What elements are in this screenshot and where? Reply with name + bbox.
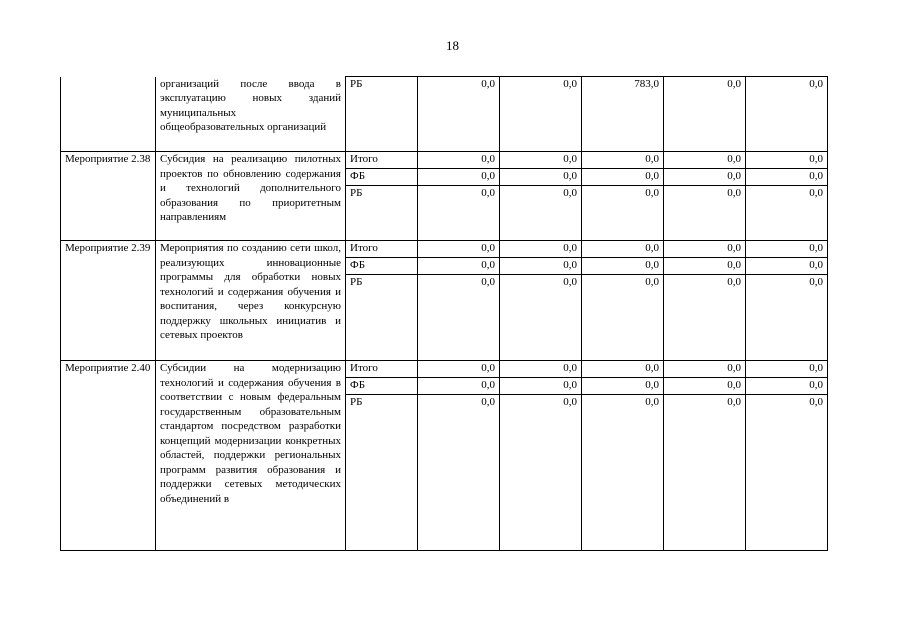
value-cell: 0,0 <box>418 258 500 275</box>
value-cell: 0,0 <box>664 186 746 241</box>
value-cell: 0,0 <box>418 275 500 361</box>
measure-description-cell: Субсидия на реализацию пилотных проектов по обновлению содержания и технологий дополнительного образования по приоритетным направлениям <box>156 152 346 241</box>
value-cell: 0,0 <box>664 77 746 152</box>
value-cell: 0,0 <box>418 169 500 186</box>
value-cell: 0,0 <box>418 186 500 241</box>
value-cell: 0,0 <box>664 152 746 169</box>
value-cell: 0,0 <box>746 395 828 551</box>
funding-source-cell: РБ <box>346 275 418 361</box>
table-row <box>61 77 828 152</box>
value-cell: 0,0 <box>582 241 664 258</box>
value-cell: 0,0 <box>500 241 582 258</box>
value-cell: 0,0 <box>418 378 500 395</box>
value-cell: 783,0 <box>582 77 664 152</box>
value-cell: 0,0 <box>746 77 828 152</box>
value-cell: 0,0 <box>664 169 746 186</box>
value-cell: 0,0 <box>500 275 582 361</box>
value-cell: 0,0 <box>582 361 664 378</box>
value-cell: 0,0 <box>418 395 500 551</box>
funding-source-cell: ФБ <box>346 258 418 275</box>
page-number: 18 <box>446 38 459 53</box>
value-cell: 0,0 <box>500 152 582 169</box>
budget-table-body <box>61 77 828 551</box>
value-cell: 0,0 <box>582 275 664 361</box>
funding-source-cell: РБ <box>346 395 418 551</box>
value-cell: 0,0 <box>582 186 664 241</box>
value-cell: 0,0 <box>500 186 582 241</box>
value-cell: 0,0 <box>746 241 828 258</box>
value-cell: 0,0 <box>582 152 664 169</box>
measure-name-cell: Мероприятие 2.40 <box>61 361 156 551</box>
value-cell: 0,0 <box>664 378 746 395</box>
value-cell: 0,0 <box>746 361 828 378</box>
funding-source-cell: РБ <box>346 77 418 152</box>
measure-description-cell: Мероприятия по созданию сети школ, реализующих инновационные программы для обработки новых технологий и содержания обучения и воспитания, через конкурсную поддержку школьных инициатив и сетевых проектов <box>156 241 346 361</box>
value-cell: 0,0 <box>664 395 746 551</box>
value-cell: 0,0 <box>418 77 500 152</box>
value-cell: 0,0 <box>746 275 828 361</box>
value-cell: 0,0 <box>500 395 582 551</box>
value-cell: 0,0 <box>746 258 828 275</box>
value-cell: 0,0 <box>500 77 582 152</box>
measure-name-cell: Мероприятие 2.39 <box>61 241 156 361</box>
value-cell: 0,0 <box>500 378 582 395</box>
value-cell: 0,0 <box>582 378 664 395</box>
funding-source-cell: ФБ <box>346 169 418 186</box>
value-cell: 0,0 <box>746 378 828 395</box>
funding-source-cell: Итого <box>346 241 418 258</box>
measure-name-cell: Мероприятие 2.38 <box>61 152 156 241</box>
table-row <box>61 152 828 169</box>
value-cell: 0,0 <box>418 152 500 169</box>
value-cell: 0,0 <box>500 169 582 186</box>
value-cell: 0,0 <box>664 275 746 361</box>
value-cell: 0,0 <box>582 169 664 186</box>
funding-source-cell: Итого <box>346 152 418 169</box>
value-cell: 0,0 <box>746 152 828 169</box>
value-cell: 0,0 <box>418 241 500 258</box>
value-cell: 0,0 <box>664 258 746 275</box>
measure-description-cell: организаций после ввода в эксплуатацию новых зданий муниципальных общеобразовательных организаций <box>156 77 346 152</box>
value-cell: 0,0 <box>664 361 746 378</box>
value-cell: 0,0 <box>582 395 664 551</box>
value-cell: 0,0 <box>664 241 746 258</box>
value-cell: 0,0 <box>746 186 828 241</box>
measure-description-cell: Субсидии на модернизацию технологий и содержания обучения в соответствии с новым федеральным государственным образовательным стандартом посредством разработки концепций модернизации конкретных областей, поддержки региональных программ развития образования и поддержки сетевых методических объединений в <box>156 361 346 551</box>
table-row <box>61 241 828 258</box>
funding-source-cell: РБ <box>346 186 418 241</box>
table-row <box>61 361 828 378</box>
measure-name-cell <box>61 77 156 152</box>
value-cell: 0,0 <box>746 169 828 186</box>
budget-table <box>60 76 828 551</box>
value-cell: 0,0 <box>418 361 500 378</box>
value-cell: 0,0 <box>582 258 664 275</box>
value-cell: 0,0 <box>500 361 582 378</box>
value-cell: 0,0 <box>500 258 582 275</box>
funding-source-cell: Итого <box>346 361 418 378</box>
funding-source-cell: ФБ <box>346 378 418 395</box>
